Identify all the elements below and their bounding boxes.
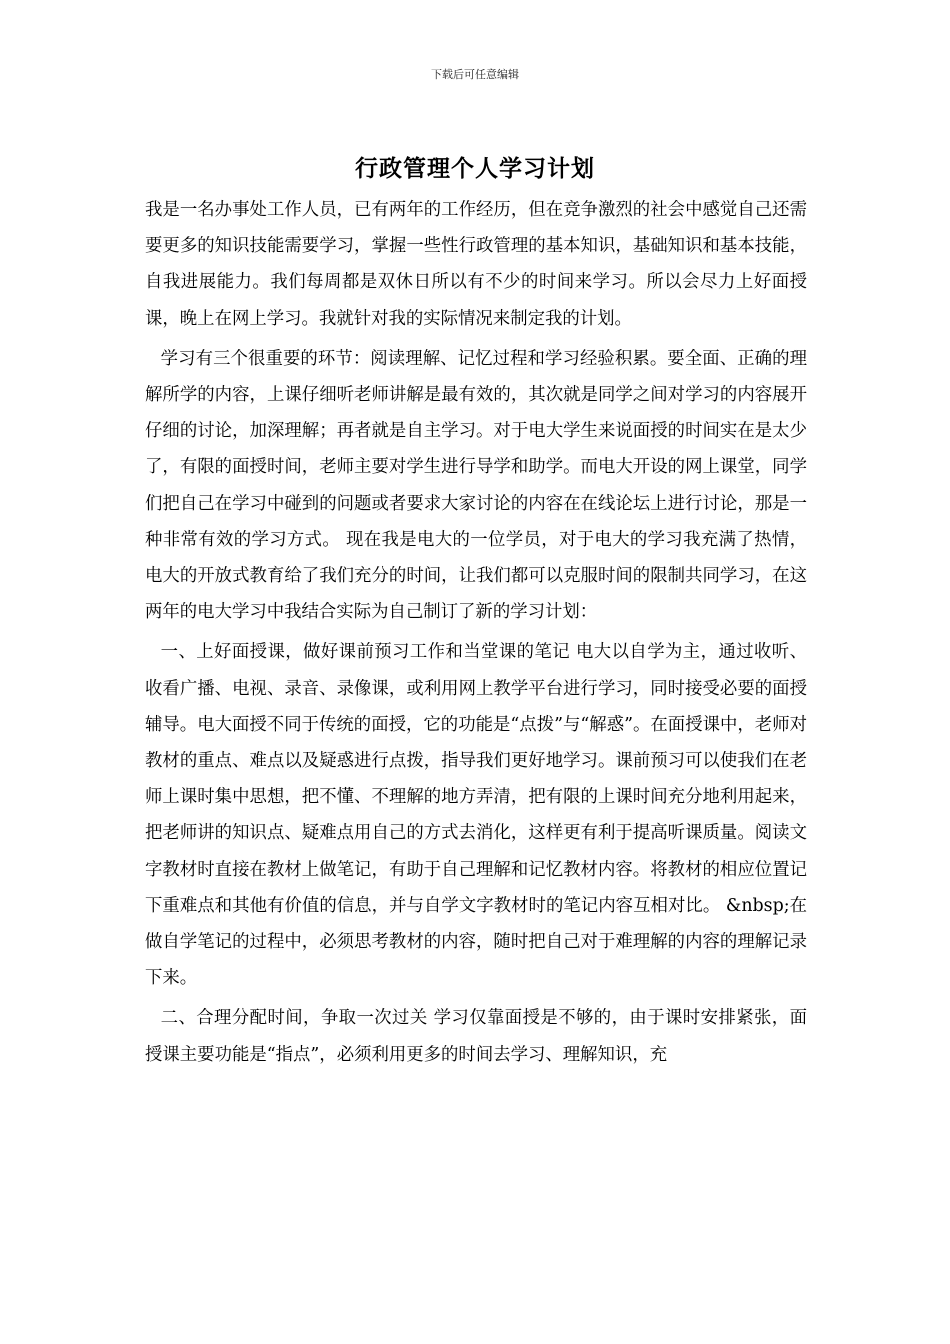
document-title: 行政管理个人学习计划 bbox=[355, 155, 595, 182]
paragraph-learning-steps: 学习有三个很重要的环节：阅读理解、记忆过程和学习经验积累。要全面、正确的理解所学的内容，上课仔细听老师讲解是最有效的，其次就是同学之间对学习的内容展开仔细的讨论，加深理解；再者就是自主学习。对于电大学生来说面授的时间实在是太少了，有限的面授时间，老师主要对学生进行导学和助学。而电大开设的网上课堂，同学们把自己在学习中碰到的问题或者要求大家讨论的内容在在线论坛上进行讨论，那是一种非常有效的学习方式。 现在我是电大的一位学员，对于电大的学习我充满了热情，电大的开放式教育给了我们充分的时间，让我们都可以克服时间的限制共同学习，在这两年的电大学习中我结合实际为自己制订了新的学习计划： bbox=[145, 348, 807, 623]
paragraph-plan-two: 二、合理分配时间，争取一次过关 学习仅靠面授是不够的，由于课时安排紧张，面授课主要功能是“指点”，必须利用更多的时间去学习、理解知识，充 bbox=[145, 1008, 807, 1065]
document-body bbox=[145, 192, 807, 1077]
paragraph-plan-one: 一、上好面授课，做好课前预习工作和当堂课的笔记 电大以自学为主，通过收听、收看广播、电视、录音、录像课，或利用网上教学平台进行学习，同时接受必要的面授辅导。电大面授不同于传统的面授，它的功能是“点拨”与“解惑”。在面授课中，老师对教材的重点、难点以及疑惑进行点拨，指导我们更好地学习。课前预习可以使我们在老师上课时集中思想，把不懂、不理解的地方弄清，把有限的上课时间充分地利用起来，把老师讲的知识点、疑难点用自己的方式去消化，这样更有利于提高听课质量。阅读文字教材时直接在教材上做笔记，有助于自己理解和记忆教材内容。将教材的相应位置记下重难点和其他有价值的信息，并与自学文字教材时的笔记内容互相对比。 &nbsp;在做自学笔记的过程中，必须思考教材的内容，随时把自己对于难理解的内容的理解记录下来。 bbox=[145, 642, 807, 989]
header-note: 下载后可任意编辑 bbox=[431, 68, 519, 81]
paragraph-intro: 我是一名办事处工作人员，已有两年的工作经历，但在竞争激烈的社会中感觉自己还需要更多的知识技能需要学习，掌握一些性行政管理的基本知识，基础知识和基本技能，自我进展能力。我们每周都是双休日所以有不少的时间来学习。所以会尽力上好面授课，晚上在网上学习。我就针对我的实际情况来制定我的计划。 bbox=[145, 200, 807, 329]
